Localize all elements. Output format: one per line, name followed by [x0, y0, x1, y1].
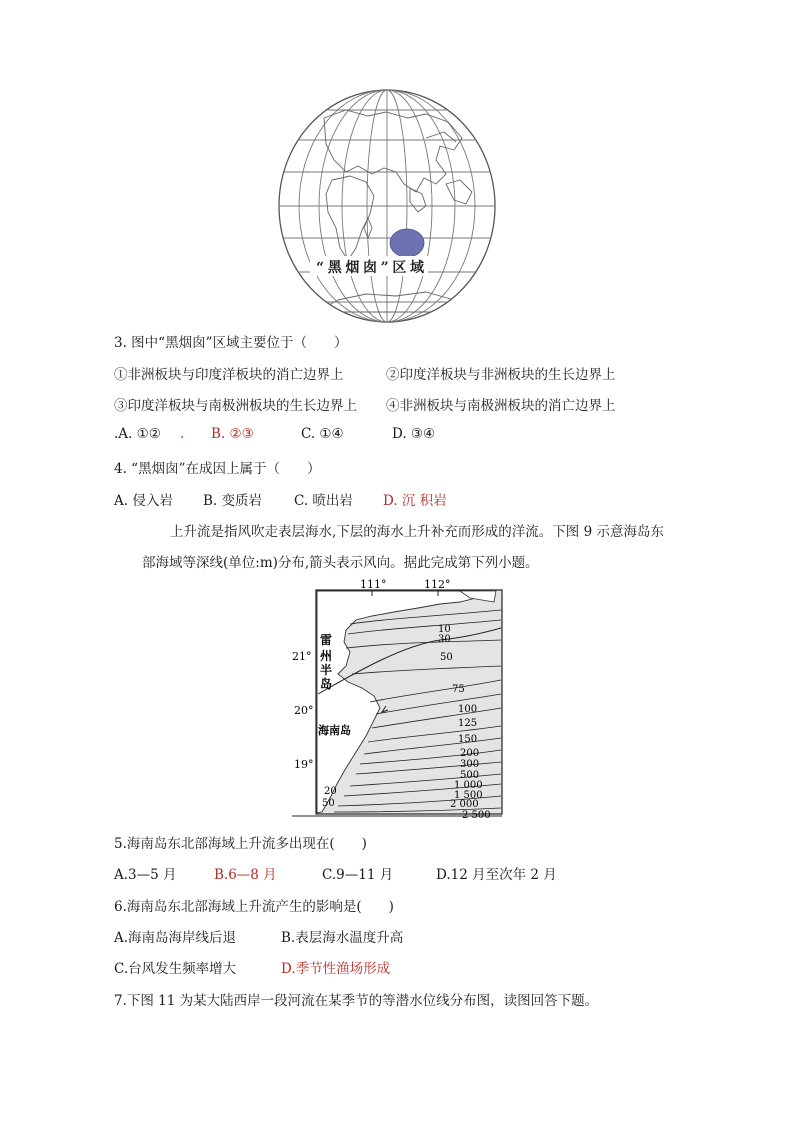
- peninsula-char-4: 岛: [320, 677, 333, 691]
- q4-stem: 4. “黑烟囱”在成因上属于（ ）: [114, 461, 321, 477]
- contour-label-30: 30: [438, 634, 451, 645]
- contour-label-125: 125: [458, 718, 478, 729]
- contour-label-75: 75: [452, 684, 465, 695]
- lon-112: 112°: [424, 578, 451, 591]
- q3-option-2: ②印度洋板块与非洲板块的生长边界上: [386, 367, 616, 383]
- q3-option-4: ④非洲板块与南极洲板块的消亡边界上: [386, 398, 616, 414]
- contour-label-2500: 2 500: [462, 810, 491, 821]
- q3-dot: .: [180, 426, 185, 442]
- q4-choice-d: D. 沉 积岩: [383, 493, 447, 509]
- q3-option-1: ①非洲板块与印度洋板块的消亡边界上: [114, 367, 344, 383]
- peninsula-char-1: 雷: [320, 633, 333, 647]
- globe-label: “黑烟囱”区域: [316, 260, 424, 276]
- q6-stem: 6.海南岛东北部海域上升流产生的影响是( ): [114, 899, 394, 915]
- black-chimney-marker: [390, 229, 424, 257]
- contour-label-10: 10: [438, 624, 451, 635]
- contour-label-300: 300: [460, 759, 480, 770]
- q5-choice-b: B.6—8 月: [214, 867, 277, 883]
- peninsula-char-3: 半: [320, 663, 333, 677]
- lat-19: 19°: [294, 758, 314, 771]
- lat-20: 20°: [294, 704, 314, 717]
- contour-label-150: 150: [458, 734, 478, 745]
- peninsula-char-2: 州: [320, 649, 333, 663]
- contour-label-500: 500: [460, 770, 480, 781]
- q5-choice-c: C.9—11 月: [322, 867, 394, 883]
- q4-choice-c: C. 喷出岩: [294, 493, 353, 509]
- q6-choice-a: A.海南岛海岸线后退: [114, 930, 237, 946]
- q5-choice-d: D.12 月至次年 2 月: [436, 867, 557, 883]
- q3-choice-d: D. ③④: [392, 426, 436, 442]
- lat-21: 21°: [292, 650, 312, 663]
- contour-label-50: 50: [440, 652, 453, 663]
- bathymetry-map: [290, 576, 506, 822]
- q3-choice-c: C. ①④: [301, 426, 344, 442]
- q6-choice-b: B.表层海水温度升高: [281, 930, 404, 946]
- q4-choice-a: A. 侵入岩: [114, 493, 173, 509]
- q6-choice-d: D.季节性渔场形成: [281, 961, 391, 977]
- contour-label-1500: 1 500: [454, 790, 483, 801]
- q6-choice-c: C.台风发生频率增大: [114, 961, 237, 977]
- upwelling-intro-line-2: 部海域等深线(单位:m)分布,箭头表示风向。据此完成第下列小题。: [142, 555, 539, 571]
- contour-label-50-west: 50: [322, 798, 335, 809]
- q3-choice-a: .A. ①②: [114, 426, 161, 442]
- contour-label-100: 100: [458, 704, 478, 715]
- q3-stem: 3. 图中“黑烟囱”区域主要位于（ ）: [114, 335, 348, 351]
- globe-figure: [276, 88, 498, 326]
- q3-option-3: ③印度洋板块与南极洲板块的生长边界上: [114, 398, 357, 414]
- contour-label-20-west: 20: [324, 786, 337, 797]
- q4-choice-b: B. 变质岩: [203, 493, 263, 509]
- contour-label-200: 200: [460, 748, 480, 759]
- q3-choice-b: B. ②③: [211, 426, 254, 442]
- hainan-island-label: 海南岛: [318, 724, 351, 737]
- q5-choice-a: A.3—5 月: [114, 867, 177, 883]
- q7-stem: 7.下图 11 为某大陆西岸一段河流在某季节的等潜水位线分布图，读图回答下题。: [114, 993, 599, 1009]
- q5-stem: 5.海南岛东北部海域上升流多出现在( ): [114, 836, 367, 852]
- upwelling-intro-line-1: 上升流是指风吹走表层海水,下层的海水上升补充而形成的洋流。下图 9 示意海岛东: [170, 524, 664, 540]
- lon-111: 111°: [360, 578, 387, 591]
- contour-label-2000: 2 000: [450, 799, 479, 810]
- contour-label-1000: 1 000: [454, 780, 483, 791]
